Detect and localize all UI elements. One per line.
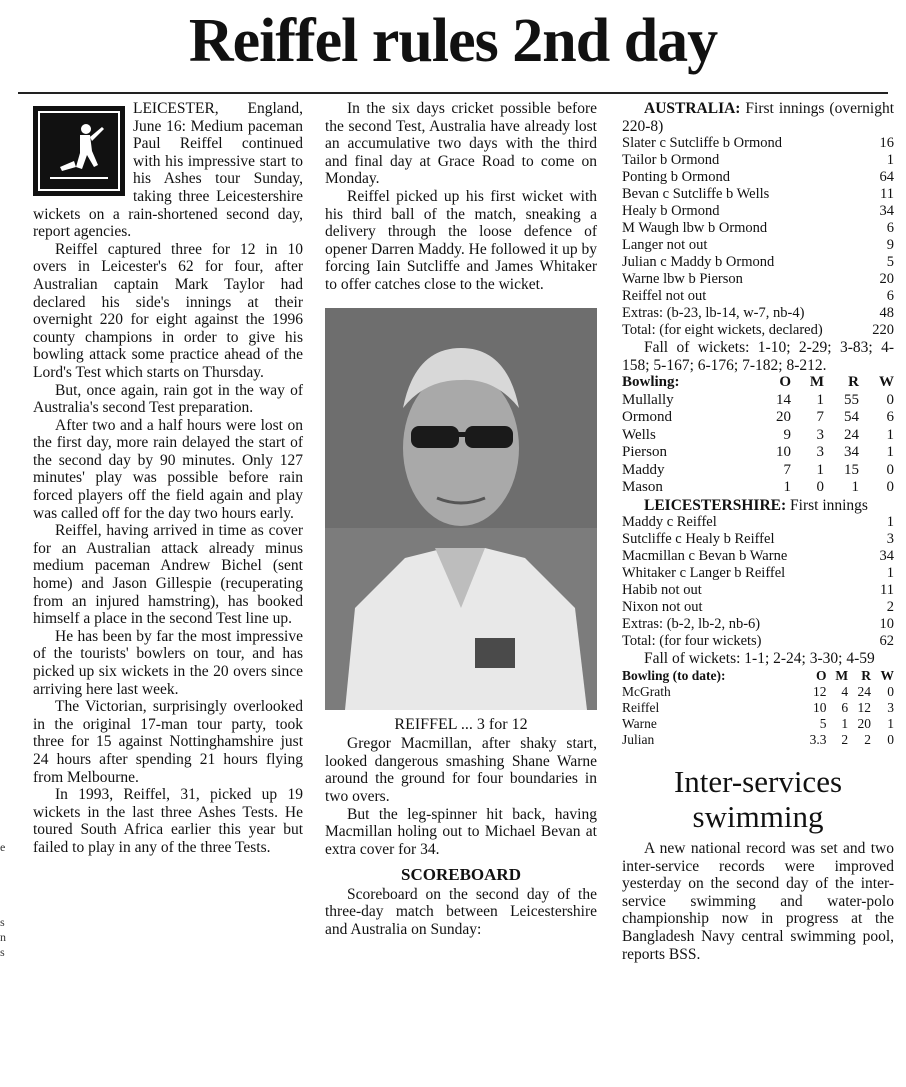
margin-fragment: n <box>0 930 6 944</box>
batsman-entry: Whitaker c Langer b Reiffel <box>622 565 786 582</box>
bowler-name: Mason <box>622 479 663 496</box>
bowler-name: Wells <box>622 426 656 443</box>
batting-row <box>622 135 894 152</box>
runs-value: 9 <box>886 237 894 254</box>
runs-value: 3 <box>886 531 894 548</box>
australia-fall-of-wickets: Fall of wickets: 1-10; 2-29; 3-83; 4-158; 5-167; 6-176; 7-182; 8-212. <box>622 339 894 374</box>
wickets-value: 0 <box>887 684 894 700</box>
runs-value: 62 <box>879 633 894 650</box>
margin-fragment: e <box>0 840 6 854</box>
batting-row <box>622 220 894 237</box>
batting-row <box>622 514 894 531</box>
runs-value: 20 <box>879 271 894 288</box>
batsman-entry: M Waugh lbw b Ormond <box>622 220 768 237</box>
swimming-story: A new national record was set and two inter-service records were improved yesterday on the second day of the inter-service swimming and water-polo championship now in progress at the Bangladesh Navy central swimming pool, reports BSS. <box>622 840 894 963</box>
batsman-entry: Total: (for eight wickets, declared) <box>622 322 823 339</box>
bowling-row <box>622 444 894 462</box>
bowling-header-row <box>622 668 894 684</box>
bowling-row <box>622 732 894 748</box>
wickets-header: W <box>880 668 894 684</box>
bowling-row <box>622 427 894 445</box>
bowler-name: Warne <box>622 716 657 732</box>
player-portrait-image <box>325 308 597 710</box>
wickets-value: 1 <box>886 444 894 461</box>
runs-conceded-value: 1 <box>851 479 859 496</box>
batsman-entry: Macmillan c Bevan b Warne <box>622 548 788 565</box>
batsman-entry: Total: (for four wickets) <box>622 633 762 650</box>
bowling-row <box>622 462 894 480</box>
runs-conceded-value: 15 <box>844 461 859 478</box>
wickets-value: 0 <box>886 391 894 408</box>
maidens-header: M <box>835 668 849 684</box>
maidens-header: M <box>809 374 825 391</box>
maidens-value: 0 <box>816 479 825 496</box>
story-column-1 <box>33 100 303 857</box>
overs-header: O <box>815 668 827 684</box>
bowling-header-label: Bowling: <box>622 374 680 391</box>
bowler-name: Mullally <box>622 391 674 408</box>
runs-value: 11 <box>880 582 894 599</box>
runs-value: 1 <box>886 152 894 169</box>
batting-row <box>622 152 894 169</box>
maidens-value: 3 <box>816 426 825 443</box>
story-paragraph: Gregor Macmillan, after shaky start, looked dangerous smashing Shane Warne around the ground for four boundaries in two overs. <box>325 735 597 805</box>
batsman-entry: Ponting b Ormond <box>622 169 730 186</box>
overs-value: 14 <box>776 391 792 408</box>
wickets-value: 1 <box>887 716 894 732</box>
batsman-entry: Warne lbw b Pierson <box>622 271 743 288</box>
headline: Reiffel rules 2nd day <box>188 7 718 75</box>
batting-row <box>622 271 894 288</box>
runs-conceded-value: 24 <box>844 426 859 443</box>
batsman-entry: Reiffel not out <box>622 288 707 305</box>
wickets-value: 0 <box>887 732 894 748</box>
runs-conceded-value: 12 <box>857 700 872 716</box>
batting-row <box>622 305 894 322</box>
batsman-entry: Extras: (b-2, lb-2, nb-6) <box>622 616 761 633</box>
runs-value: 64 <box>879 169 894 186</box>
reiffel-photo <box>325 308 597 710</box>
runs-value: 6 <box>886 220 894 237</box>
runs-value: 1 <box>886 565 894 582</box>
story-paragraph: Scoreboard on the second day of the three-day match between Leicestershire and Australia on Sunday: <box>325 885 597 939</box>
scoreboard-column <box>622 100 894 963</box>
batsman-entry: Julian c Maddy b Ormond <box>622 254 775 271</box>
runs-value: 5 <box>886 254 894 271</box>
maidens-value: 2 <box>841 732 849 748</box>
australia-innings-label: First innings (overnight 220-8) <box>622 100 894 135</box>
wickets-value: 0 <box>886 479 894 496</box>
runs-header: R <box>861 668 872 684</box>
maidens-value: 1 <box>841 716 849 732</box>
margin-fragment: s <box>0 945 5 959</box>
wickets-value: 0 <box>886 461 894 478</box>
bowling-row <box>622 716 894 732</box>
story-paragraph: Reiffel picked up his first wicket with his third ball of the match, sneaking a delivery through the loose defence of opener Darren Maddy. He followed it up by forcing Iain Sutcliffe and James Whitaker to offer catches close to the wicket. <box>325 187 597 293</box>
runs-value: 1 <box>886 514 894 531</box>
runs-value: 11 <box>880 186 894 203</box>
bowling-row <box>622 700 894 716</box>
runs-conceded-value: 20 <box>857 716 872 732</box>
batsman-entry: Langer not out <box>622 237 708 254</box>
wickets-header: W <box>879 374 894 391</box>
leicestershire-bowling-table <box>622 668 894 748</box>
bowler-name: Pierson <box>622 444 667 461</box>
runs-value: 10 <box>879 616 894 633</box>
maidens-value: 1 <box>816 391 825 408</box>
overs-value: 10 <box>776 444 792 461</box>
story-paragraph: After two and a half hours were lost on the first day, more rain delayed the start of the second day by 90 minutes. Only 127 minutes' play was possible before rain forced players off the field again and play was called off for the day two hours early. <box>33 416 303 522</box>
batting-row <box>622 548 894 565</box>
runs-conceded-value: 54 <box>844 409 859 426</box>
headline-rule <box>18 92 888 94</box>
leicestershire-fall-of-wickets: Fall of wickets: 1-1; 2-24; 3-30; 4-59 <box>644 650 875 668</box>
overs-value: 5 <box>819 716 827 732</box>
batting-row <box>622 288 894 305</box>
overs-value: 1 <box>783 479 792 496</box>
batting-row <box>622 322 894 339</box>
story-column-2 <box>325 100 597 939</box>
batsman-silhouette-icon <box>40 113 118 189</box>
story-paragraph: But the leg-spinner hit back, having Macmillan holing out to Michael Bevan at extra cover for 34. <box>325 805 597 858</box>
maidens-value: 7 <box>816 409 825 426</box>
bowler-name: Maddy <box>622 461 665 478</box>
batsman-entry: Tailor b Ormond <box>622 152 720 169</box>
bowling-header-label: Bowling (to date): <box>622 668 726 684</box>
batsman-entry: Bevan c Sutcliffe b Wells <box>622 186 770 203</box>
batting-row <box>622 531 894 548</box>
australia-bowling-table <box>622 374 894 497</box>
batsman-entry: Nixon not out <box>622 599 703 616</box>
australia-batting-table <box>622 135 894 339</box>
overs-value: 3.3 <box>809 732 827 748</box>
batsman-entry: Maddy c Reiffel <box>622 514 717 531</box>
maidens-value: 3 <box>816 444 825 461</box>
wickets-value: 3 <box>887 700 894 716</box>
batting-row <box>622 169 894 186</box>
wickets-value: 6 <box>886 409 894 426</box>
story-paragraph: He has been by far the most impressive of the tourists' bowlers on tour, and has picked up six wickets in the 20 overs since arriving here last week. <box>33 627 303 698</box>
leicestershire-innings-heading <box>622 497 894 515</box>
overs-value: 20 <box>776 409 792 426</box>
leicestershire-innings-label: First innings <box>786 496 868 514</box>
bowling-row <box>622 479 894 497</box>
bowling-row <box>622 409 894 427</box>
runs-value: 34 <box>879 548 894 565</box>
overs-value: 12 <box>812 684 827 700</box>
photo-caption: REIFFEL ... 3 for 12 <box>394 715 528 733</box>
batsman-entry: Slater c Sutcliffe b Ormond <box>622 135 783 152</box>
runs-conceded-value: 34 <box>844 444 859 461</box>
batting-row <box>622 237 894 254</box>
maidens-value: 1 <box>816 461 825 478</box>
story-paragraph: But, once again, rain got in the way of Australia's second Test preparation. <box>33 381 303 417</box>
maidens-value: 6 <box>841 700 849 716</box>
batting-row <box>622 254 894 271</box>
batting-row <box>622 599 894 616</box>
batting-row <box>622 186 894 203</box>
runs-value: 48 <box>879 305 894 322</box>
story-paragraph: In 1993, Reiffel, 31, picked up 19 wickets in the last three Ashes Tests. He toured South Africa earlier this year but failed to play in any of the three Tests. <box>33 786 303 856</box>
story-paragraph: The Victorian, surprisingly overlooked in the original 17-man tour party, took three for 15 against Nottinghamshire just 24 hours after spending 21 hours flying from Melbourne. <box>33 698 303 786</box>
batting-row <box>622 633 894 650</box>
runs-value: 34 <box>879 203 894 220</box>
overs-header: O <box>779 374 792 391</box>
wickets-value: 1 <box>886 426 894 443</box>
bowler-name: Reiffel <box>622 700 660 716</box>
batsman-entry: Extras: (b-23, lb-14, w-7, nb-4) <box>622 305 805 322</box>
story-paragraph: Reiffel, having arrived in time as cover for an Australian attack already minus medium paceman Andrew Bichel (sent home) and Jason Gillespie (recuperating from an injured hamstring), has booked himself a place in the second Test line up. <box>33 522 303 628</box>
runs-conceded-value: 2 <box>864 732 872 748</box>
runs-value: 6 <box>886 288 894 305</box>
overs-value: 10 <box>812 700 827 716</box>
batting-row <box>622 565 894 582</box>
runs-conceded-value: 24 <box>857 684 872 700</box>
bowling-row <box>622 684 894 700</box>
margin-fragment: s <box>0 915 5 929</box>
batsman-entry: Habib not out <box>622 582 702 599</box>
swimming-headline: Inter-services swimming <box>673 764 843 835</box>
australia-innings-heading <box>622 100 894 135</box>
batting-row <box>622 582 894 599</box>
story-paragraph: Reiffel captured three for 12 in 10 overs in Leicester's 62 for four, after Australian captain Mark Taylor had declared his side's innings at their overnight 220 for eight against the 1996 county champions in order to give his bowling attack some practice ahead of the Lord's Test which starts on Thursday. <box>33 240 303 381</box>
australia-team-name: AUSTRALIA: <box>644 100 741 117</box>
maidens-value: 4 <box>841 684 849 700</box>
bowler-name: Ormond <box>622 409 672 426</box>
margin-fragments <box>0 840 12 960</box>
runs-value: 220 <box>872 322 894 339</box>
bowler-name: McGrath <box>622 684 671 700</box>
batsman-entry: Sutcliffe c Healy b Reiffel <box>622 531 775 548</box>
bowling-row <box>622 392 894 410</box>
story-paragraph: LEICESTER, England, June 16: Medium paceman Paul Reiffel continued with his impressive start to his Ashes tour Sunday, taking three Leicestershire wickets on a rain-shortened second day, report agencies. <box>33 100 303 241</box>
runs-value: 16 <box>879 135 894 152</box>
runs-conceded-value: 55 <box>844 391 859 408</box>
batting-row <box>622 203 894 220</box>
overs-value: 9 <box>783 426 792 443</box>
bowler-name: Julian <box>622 732 655 748</box>
cricketer-logo-icon <box>33 106 125 196</box>
bowling-header-row <box>622 374 894 392</box>
runs-header: R <box>848 374 859 391</box>
leicestershire-batting-table <box>622 514 894 650</box>
runs-value: 2 <box>886 599 894 616</box>
batsman-entry: Healy b Ormond <box>622 203 720 220</box>
leicestershire-team-name: LEICESTERSHIRE: <box>644 496 787 514</box>
scoreboard-heading: SCOREBOARD <box>401 865 521 885</box>
batting-row <box>622 616 894 633</box>
story-paragraph: In the six days cricket possible before the second Test, Australia have already lost an accumulative two days with the third and final day at Grace Road to come on Monday. <box>325 100 597 188</box>
overs-value: 7 <box>783 461 792 478</box>
